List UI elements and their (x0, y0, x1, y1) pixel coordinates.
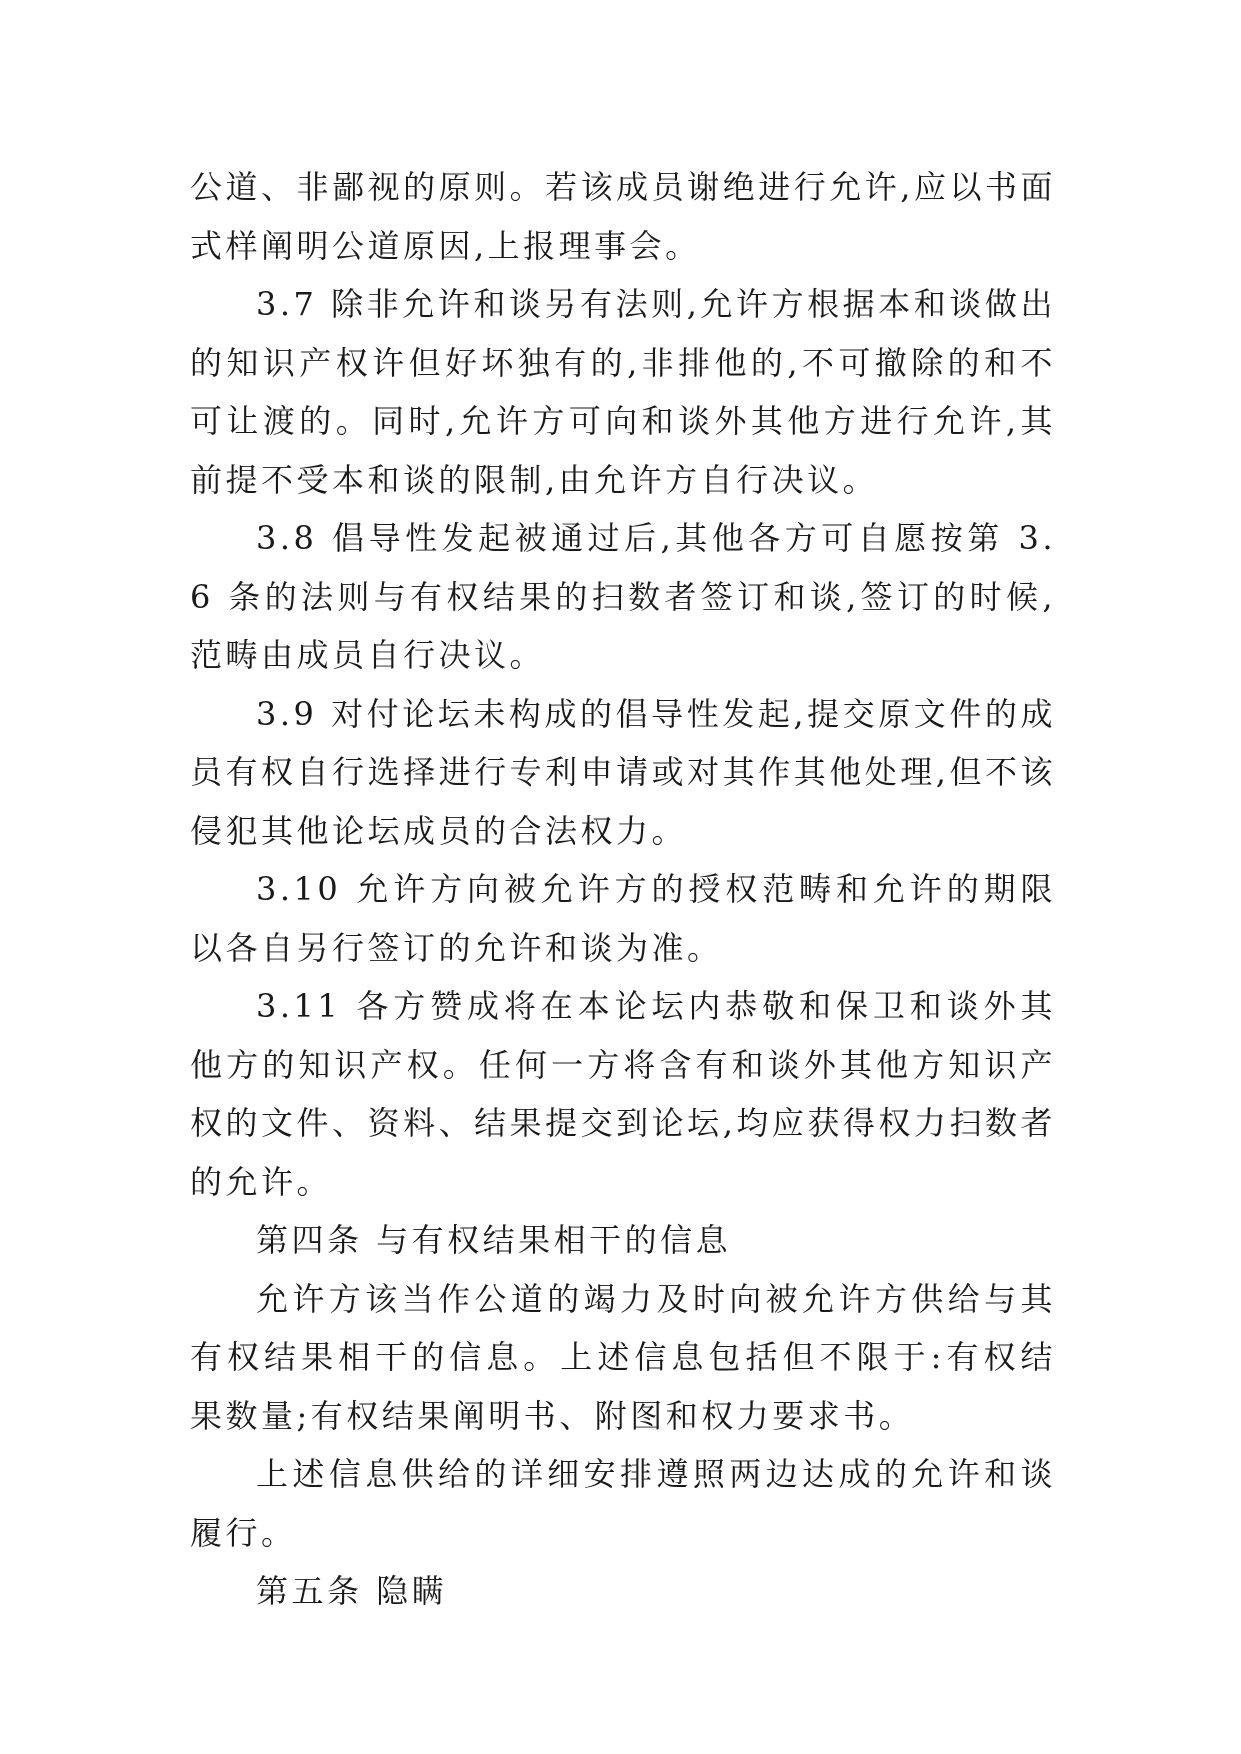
paragraph-3-8: 3.8 倡导性发起被通过后,其他各方可自愿按第 3.6 条的法则与有权结果的扫数者签订和谈,签订的时候,范畴由成员自行决议。 (190, 519, 1056, 674)
paragraph-3-9: 3.9 对付论坛未构成的倡导性发起,提交原文件的成员有权自行选择进行专利申请或对其作其他处理,但不该侵犯其他论坛成员的合法权力。 (190, 694, 1056, 850)
document-body (190, 158, 1056, 1621)
paragraph-4-2: 上述信息供给的详细安排遵照两边达成的允许和谈履行。 (190, 1455, 1056, 1552)
paragraph-3-7: 3.7 除非允许和谈另有法则,允许方根据本和谈做出的知识产权许但好坏独有的,非排他的,不可撤除的和不可让渡的。同时,允许方可向和谈外其他方进行允许,其前提不受本和谈的限制,由允许方自行决议。 (190, 285, 1056, 499)
paragraph-continuation: 公道、非鄙视的原则。若该成员谢绝进行允许,应以书面式样阐明公道原因,上报理事会。 (190, 168, 1056, 265)
paragraph-3-10: 3.10 允许方向被允许方的授权范畴和允许的期限以各自另行签订的允许和谈为准。 (190, 870, 1056, 967)
heading-article-4: 第四条 与有权结果相干的信息 (256, 1221, 732, 1259)
heading-article-5: 第五条 隐瞒 (256, 1572, 448, 1610)
paragraph-4-1: 允许方该当作公道的竭力及时向被允许方供给与其有权结果相干的信息。上述信息包括但不限于:有权结果数量;有权结果阐明书、附图和权力要求书。 (190, 1279, 1056, 1435)
paragraph-3-11: 3.11 各方赞成将在本论坛内恭敬和保卫和谈外其他方的知识产权。任何一方将含有和谈外其他方知识产权的文件、资料、结果提交到论坛,均应获得权力扫数者的允许。 (190, 987, 1056, 1201)
